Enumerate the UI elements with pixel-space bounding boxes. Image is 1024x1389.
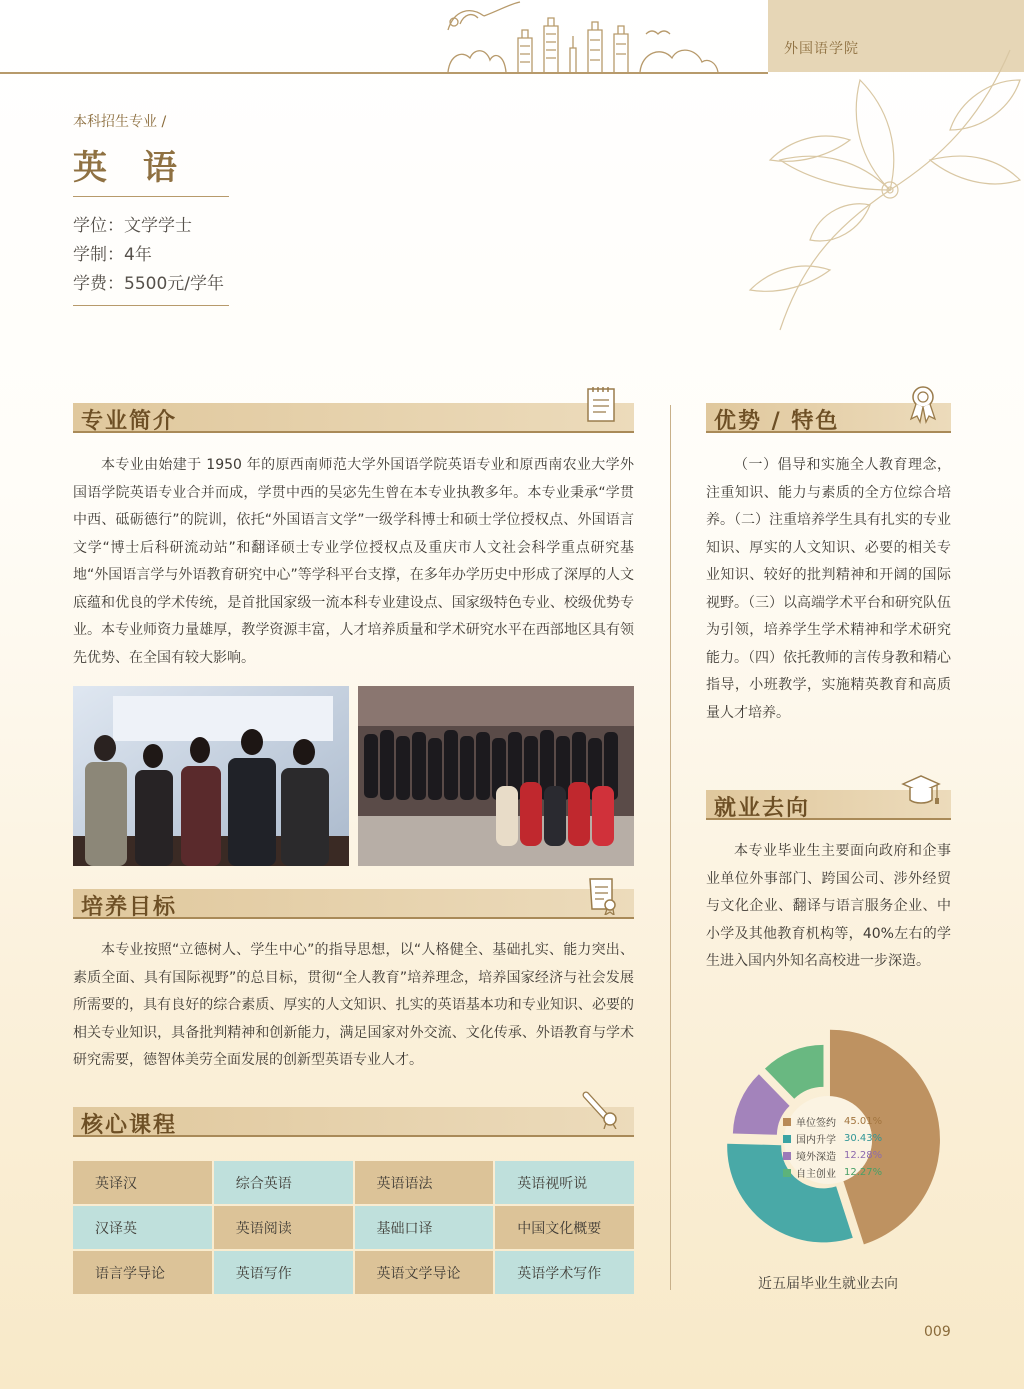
courses-section-header bbox=[73, 1107, 634, 1137]
college-name: 外国语学院 bbox=[784, 41, 859, 57]
career-section-title: 就业去向 bbox=[714, 795, 811, 821]
features-section-title: 优势 / 特色 bbox=[714, 408, 840, 434]
chart-caption: 近五届毕业生就业去向 bbox=[758, 1276, 898, 1292]
course-cell: 语言学导论 bbox=[73, 1251, 212, 1294]
legend-swatch bbox=[783, 1135, 791, 1143]
career-section-header bbox=[706, 790, 951, 820]
award-ribbon-icon bbox=[905, 383, 941, 425]
legend-value: 12.28% bbox=[844, 1150, 883, 1161]
goals-section-header bbox=[73, 889, 634, 919]
course-cell: 基础口译 bbox=[355, 1206, 494, 1249]
legend-item bbox=[783, 1113, 882, 1130]
chart-legend bbox=[783, 1113, 882, 1181]
title-divider bbox=[73, 196, 229, 197]
tuition-info: 学费：5500元/学年 bbox=[73, 274, 224, 294]
legend-value: 30.43% bbox=[844, 1133, 883, 1144]
legend-label: 境外深造 bbox=[796, 1152, 836, 1163]
group-photo bbox=[358, 686, 634, 866]
features-section-header bbox=[706, 403, 951, 433]
course-cell: 英语文学导论 bbox=[355, 1251, 494, 1294]
profile-section-title: 专业简介 bbox=[81, 408, 178, 434]
page-number: 009 bbox=[924, 1324, 951, 1340]
course-cell: 英语语法 bbox=[355, 1161, 494, 1204]
duration-info: 学制：4年 bbox=[73, 245, 152, 265]
legend-label: 单位签约 bbox=[796, 1118, 836, 1129]
profile-section-header bbox=[73, 403, 634, 433]
legend-item bbox=[783, 1130, 882, 1147]
legend-swatch bbox=[783, 1118, 791, 1126]
diploma-scroll-icon bbox=[580, 1087, 620, 1129]
course-cell: 英语学术写作 bbox=[495, 1251, 634, 1294]
students-photo bbox=[73, 686, 349, 866]
features-text: （一）倡导和实施全人教育理念，注重知识、能力与素质的全方位综合培养。（二）注重培养学生具有扎实的专业知识、厚实的人文知识、必要的相关专业知识、较好的批判精神和开阔的国际视野。（三）以高端学术平台和研究队伍为引领，培养学生学术精神和学术研究能力。（四）依托教师的言传身教和精心指导，小班教学，实施精英教育和高质量人才培养。 bbox=[706, 457, 951, 721]
career-text: 本专业毕业生主要面向政府和企事业单位外事部门、跨国公司、涉外经贸与文化企业、翻译与语言服务企业、中小学及其他教育机构等，40%左右的学生进入国内外知名高校进一步深造。 bbox=[706, 843, 951, 969]
profile-text: 本专业由始建于 1950 年的原西南师范大学外国语学院英语专业和原西南农业大学外国语学院英语专业合并而成，学贯中西的吴宓先生曾在本专业执教多年。本专业秉承“学贯中西、砥砺德行”的院训，依托“外国语言文学”一级学科博士和硕士学位授权点、外国语言文学“博士后科研流动站”和翻译硕士专业学位授权点及重庆市人文社会科学重点研究基地“外国语言学与外语教育研究中心”等学科平台支撑，在多年办学历史中形成了深厚的人文底蕴和优良的学术传统，是首批国家级一流本科专业建设点、国家级特色专业、校级优势专业。本专业师资力量雄厚，教学资源丰富，人才培养质量和学术研究水平在西部地区具有领先优势、在全国有较大影响。 bbox=[73, 457, 634, 666]
section-eyebrow: 本科招生专业 / bbox=[73, 114, 167, 130]
legend-swatch bbox=[783, 1169, 791, 1177]
floral-decoration-icon bbox=[740, 40, 1024, 340]
legend-item bbox=[783, 1164, 882, 1181]
legend-label: 自主创业 bbox=[796, 1169, 836, 1180]
courses-section-title: 核心课程 bbox=[81, 1112, 178, 1138]
course-cell: 中国文化概要 bbox=[495, 1206, 634, 1249]
goals-text: 本专业按照“立德树人、学生中心”的指导思想，以“人格健全、基础扎实、能力突出、素质全面、具有国际视野”的总目标，贯彻“全人教育”培养理念，培养国家经济与社会发展所需要的，具有良好的综合素质、厚实的人文知识、扎实的英语基本功和专业知识、必要的相关专业知识，具备批判精神和创新能力，满足国家对外交流、文化传承、外语教育与学术研究需要，德智体美劳全面发展的创新型英语专业人才。 bbox=[73, 942, 634, 1068]
course-cell: 综合英语 bbox=[214, 1161, 353, 1204]
graduation-cap-icon bbox=[901, 774, 941, 810]
document-icon bbox=[586, 385, 616, 423]
legend-item bbox=[783, 1147, 882, 1164]
course-cell: 英语写作 bbox=[214, 1251, 353, 1294]
course-cell: 英译汉 bbox=[73, 1161, 212, 1204]
legend-value: 45.01% bbox=[844, 1116, 883, 1127]
course-cell: 英语视听说 bbox=[495, 1161, 634, 1204]
goals-section-title: 培养目标 bbox=[81, 894, 178, 920]
major-title: 英 语 bbox=[73, 148, 189, 188]
course-table bbox=[73, 1161, 634, 1294]
column-divider bbox=[670, 405, 671, 1290]
course-cell: 汉译英 bbox=[73, 1206, 212, 1249]
degree-info: 学位：文学学士 bbox=[73, 216, 192, 236]
campus-skyline-icon bbox=[440, 0, 730, 74]
legend-label: 国内升学 bbox=[796, 1135, 836, 1146]
course-cell: 英语阅读 bbox=[214, 1206, 353, 1249]
legend-swatch bbox=[783, 1152, 791, 1160]
scroll-certificate-icon bbox=[584, 875, 620, 915]
info-divider bbox=[73, 305, 229, 306]
legend-value: 12.27% bbox=[844, 1167, 883, 1178]
